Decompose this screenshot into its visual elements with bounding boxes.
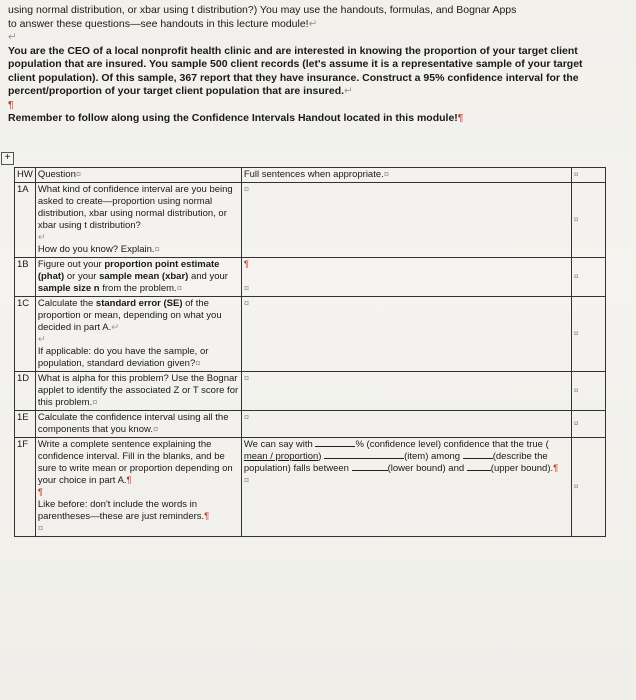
- table-row: [15, 297, 606, 372]
- row-id: 1B: [15, 258, 36, 297]
- blank-population[interactable]: [463, 458, 493, 459]
- question-cell[interactable]: Calculate the standard error (SE) of the proportion or mean, depending on what you decided in part A.↵ ↵ If applicable: do you have the sample, or population, standard deviation given?¤: [35, 297, 241, 372]
- header-hw: HW: [15, 168, 36, 183]
- scenario-paragraph: You are the CEO of a local nonprofit health clinic and are interested in knowing the proportion of your target client population that are insured. You sample 500 client records (let's assume it is a representative sample of your target client population). Of this sample, 367 report that they have insurance. Construct a 95% confidence interval for the percent/proportion of your target client population that are insured.↵: [8, 44, 583, 97]
- question-cell[interactable]: What is alpha for this problem? Use the Bognar applet to identify the associated Z or T score for this problem.¤: [35, 372, 241, 411]
- question-text: What kind of confidence interval are you being asked to create—proportion using normal distribution, xbar using normal distribution, or xbar using t distribution?: [37, 184, 233, 231]
- table-row: [15, 411, 606, 438]
- answer-cell[interactable]: ¤: [241, 297, 571, 372]
- question-cell[interactable]: Write a complete sentence explaining the confidence interval. Fill in the blanks, and be sure to write mean or proportion depending on your choice in part A.¶ ¶ Like before: don't include the words in parentheses—these are just reminders.¶ ¤: [35, 438, 241, 537]
- question-cell[interactable]: [35, 183, 241, 258]
- answer-cell[interactable]: ¤: [241, 183, 571, 258]
- table-header-row: [15, 168, 606, 183]
- blank-confidence-level[interactable]: [315, 446, 355, 447]
- table-row: [15, 183, 606, 258]
- intro-line-1: using normal distribution, or xbar using t distribution?) You may use the handouts, formulas, and Bognar Apps: [8, 4, 517, 16]
- question-cell[interactable]: Calculate the confidence interval using all the components that you know.¤: [35, 411, 241, 438]
- empty-paragraph: ¶: [8, 98, 14, 111]
- row-id: 1D: [15, 372, 36, 411]
- questions-table: [14, 167, 606, 537]
- answer-cell[interactable]: ¶ ¤: [241, 258, 571, 297]
- row-end-marker: ¤: [571, 168, 605, 183]
- question-text-2: How do you know? Explain.¤: [37, 244, 160, 255]
- table-row: [15, 438, 606, 537]
- question-cell[interactable]: Figure out your proportion point estimate (phat) or your sample mean (xbar) and your sample size n from the problem.¤: [35, 258, 241, 297]
- row-id: 1A: [15, 183, 36, 258]
- answer-sentence: We can say with % (confidence level) confidence that the true ( mean / proportion) (item) among (describe the population) falls between (lower bound) and (upper bound).¶: [243, 439, 559, 474]
- reminder-paragraph: Remember to follow along using the Confidence Intervals Handout located in this module!¶: [8, 112, 464, 124]
- row-end-marker: ¤: [571, 411, 605, 438]
- header-answer: Full sentences when appropriate.¤: [241, 168, 571, 183]
- return-mark: ↵: [37, 232, 46, 243]
- row-end-marker: ¤: [571, 438, 605, 537]
- row-id: 1C: [15, 297, 36, 372]
- table-row: [15, 258, 606, 297]
- blank-upper-bound[interactable]: [467, 470, 491, 471]
- row-end-marker: ¤: [571, 372, 605, 411]
- table-row: [15, 372, 606, 411]
- row-id: 1E: [15, 411, 36, 438]
- intro-line-2: to answer these questions—see handouts in this lecture module!↵: [8, 17, 318, 30]
- answer-cell[interactable]: ¤: [241, 372, 571, 411]
- blank-line: ↵: [8, 31, 17, 43]
- return-mark: ↵: [37, 334, 46, 345]
- intro-text: [8, 4, 598, 126]
- row-id: 1F: [15, 438, 36, 537]
- header-question: Question¤: [35, 168, 241, 183]
- table-move-handle-icon[interactable]: +: [1, 152, 14, 165]
- answer-cell[interactable]: ¤: [241, 411, 571, 438]
- row-end-marker: ¤: [571, 297, 605, 372]
- answer-cell[interactable]: We can say with % (confidence level) confidence that the true ( mean / proportion) (item) among (describe the population) falls between (lower bound) and (upper bound).¶ ¤: [241, 438, 571, 537]
- blank-item[interactable]: [324, 458, 404, 459]
- row-end-marker: ¤: [571, 183, 605, 258]
- blank-lower-bound[interactable]: [352, 470, 388, 471]
- row-end-marker: ¤: [571, 258, 605, 297]
